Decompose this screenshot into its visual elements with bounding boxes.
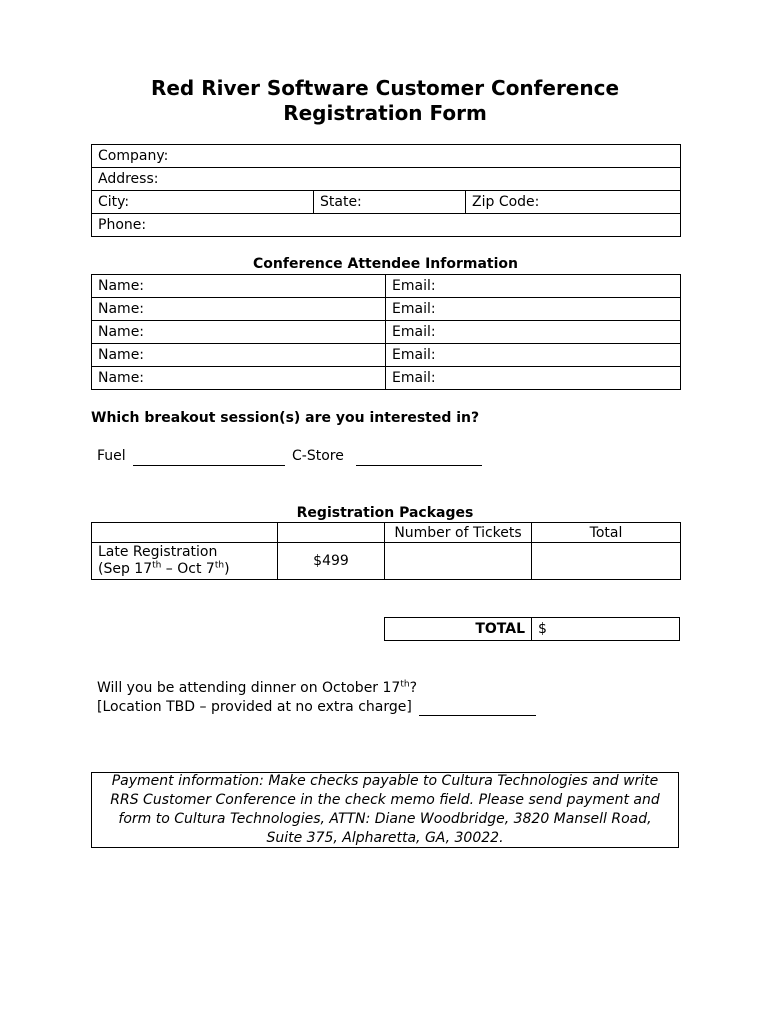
attendee-email-field[interactable] (386, 344, 681, 367)
attendee-email-label: Email: (392, 301, 436, 317)
late-registration-title: Late Registration (98, 544, 218, 560)
address-row (92, 168, 681, 191)
grand-total-currency: $ (538, 621, 547, 637)
address-field[interactable] (92, 168, 681, 191)
breakout-fuel-label: Fuel (97, 448, 126, 464)
company-row (92, 145, 681, 168)
dinner-response-input[interactable] (419, 715, 536, 716)
attendee-email-field[interactable] (386, 298, 681, 321)
attendee-name-label: Name: (98, 370, 145, 386)
dinner-note: [Location TBD – provided at no extra charge] (97, 699, 412, 715)
dates-sup-1: th (152, 560, 162, 571)
dinner-question-end: ? (409, 680, 418, 696)
attendee-row (92, 367, 681, 390)
attendee-row (92, 275, 681, 298)
attendee-name-field[interactable] (92, 344, 386, 367)
attendee-email-field[interactable] (386, 275, 681, 298)
tickets-column-header (385, 523, 532, 543)
payment-info-text: Payment information: Make checks payable to Cultura Technologies and write RRS Customer Conference in the check memo field. Please send payment and form to Cultura Technologies, ATTN: Diane Woodbridge, 3820 Mansell Road, Suite 375, Alpharetta, GA, 30022. (110, 773, 660, 846)
attendee-row (92, 321, 681, 344)
attendee-name-field[interactable] (92, 298, 386, 321)
company-field[interactable] (92, 145, 681, 168)
grand-total-field[interactable] (532, 618, 680, 641)
late-registration-row (92, 543, 681, 580)
dates-sup-2: th (214, 560, 225, 571)
zip-field[interactable] (466, 191, 681, 214)
state-field[interactable] (314, 191, 466, 214)
attendee-table (91, 274, 681, 390)
payment-info-box (91, 772, 679, 848)
zip-label: Zip Code: (472, 194, 540, 210)
form-title-line1: Red River Software Customer Conference (150, 76, 620, 100)
attendee-email-label: Email: (392, 324, 436, 340)
attendee-name-label: Name: (98, 278, 145, 294)
breakout-question: Which breakout session(s) are you interested in? (91, 410, 480, 426)
company-info-table (91, 144, 681, 237)
grand-total-row (385, 618, 680, 641)
late-registration-dates (98, 561, 271, 578)
city-label: City: (98, 194, 130, 210)
state-label: State: (320, 194, 362, 210)
attendee-email-field[interactable] (386, 367, 681, 390)
late-registration-price (278, 543, 385, 580)
attendee-name-label: Name: (98, 347, 145, 363)
attendee-name-field[interactable] (92, 321, 386, 344)
total-column-header (532, 523, 681, 543)
city-state-zip-row (92, 191, 681, 214)
attendee-row (92, 344, 681, 367)
packages-table (91, 522, 681, 580)
form-title-line2: Registration Form (283, 101, 487, 125)
dates-text-c: ) (224, 561, 230, 577)
packages-header-row (92, 523, 681, 543)
attendee-name-field[interactable] (92, 367, 386, 390)
total-header-text: Total (589, 524, 623, 541)
address-label: Address: (98, 171, 159, 187)
phone-field[interactable] (92, 214, 681, 237)
breakout-fuel-input[interactable] (133, 465, 285, 466)
row-total-field[interactable] (532, 543, 681, 580)
packages-header-blank (278, 523, 385, 543)
attendee-heading: Conference Attendee Information (253, 256, 518, 272)
packages-header-blank (92, 523, 278, 543)
dinner-question-sup: th (400, 679, 410, 690)
attendee-row (92, 298, 681, 321)
dates-text-b: – Oct 7 (161, 561, 215, 577)
price-text: $499 (313, 553, 349, 569)
phone-label: Phone: (98, 217, 147, 233)
breakout-cstore-input[interactable] (356, 465, 482, 466)
grand-total-label-text: TOTAL (475, 621, 525, 637)
grand-total-table (384, 617, 680, 641)
dates-text-a: (Sep 17 (98, 561, 153, 577)
phone-row (92, 214, 681, 237)
attendee-email-field[interactable] (386, 321, 681, 344)
ticket-count-field[interactable] (385, 543, 532, 580)
dinner-question-text: Will you be attending dinner on October 17 (97, 680, 401, 696)
breakout-cstore-label: C-Store (292, 448, 344, 464)
company-label: Company: (98, 148, 169, 164)
attendee-email-label: Email: (392, 278, 436, 294)
dinner-question (97, 680, 417, 696)
packages-heading: Registration Packages (296, 505, 474, 521)
attendee-email-label: Email: (392, 370, 436, 386)
grand-total-label (385, 618, 532, 641)
attendee-name-label: Name: (98, 301, 145, 317)
late-registration-label (92, 543, 278, 580)
attendee-name-field[interactable] (92, 275, 386, 298)
attendee-email-label: Email: (392, 347, 436, 363)
city-field[interactable] (92, 191, 314, 214)
tickets-header-text: Number of Tickets (394, 524, 522, 541)
attendee-name-label: Name: (98, 324, 145, 340)
